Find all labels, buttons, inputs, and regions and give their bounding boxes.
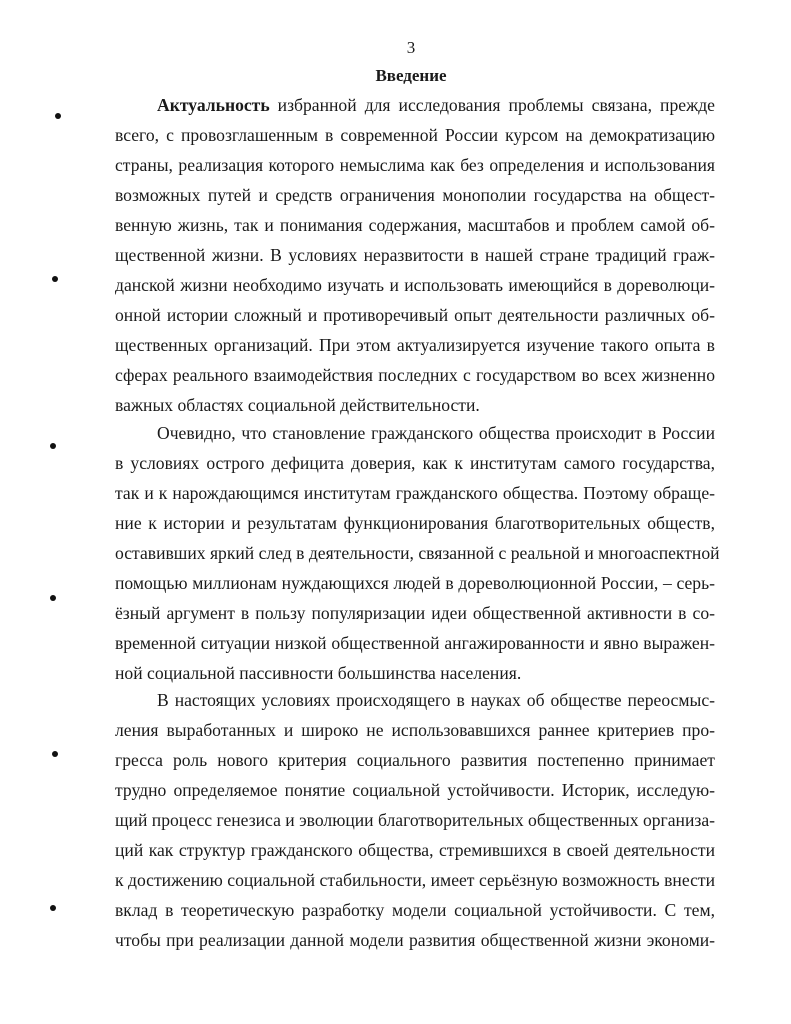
margin-dot-mark (50, 905, 56, 911)
paragraph-line: венную жизнь, так и понимания содержания, масштабов и проблем самой об- (115, 215, 715, 235)
paragraph-line: вклад в теоретическую разработку модели социальной устойчивости. С тем, (115, 900, 715, 920)
paragraph-line: в условиях острого дефицита доверия, как к институтам самого государства, (115, 453, 715, 473)
paragraph-line: данской жизни необходимо изучать и использовать имеющийся в дореволюци- (115, 275, 715, 295)
paragraph-line: временной ситуации низкой общественной ангажированности и явно выражен- (115, 633, 715, 653)
paragraph-line: щий процесс генезиса и эволюции благотворительных общественных организа- (115, 810, 716, 830)
paragraph-line: сферах реального взаимодействия последних с государством во всех жизненно (115, 365, 715, 385)
paragraph-line (157, 90, 715, 120)
paragraph-line: ние к истории и результатам функционирования благотворительных обществ, (115, 513, 715, 533)
lead-term: Актуальность (157, 95, 270, 115)
paragraph-line: В настоящих условиях происходящего в науках об обществе переосмыс- (157, 690, 715, 710)
margin-dot-mark (50, 595, 56, 601)
paragraph-line: ления выработанных и широко не использовавшихся раннее критериев про- (115, 720, 715, 740)
paragraph-line: к достижению социальной стабильности, имеет серьёзную возможность внести (115, 870, 715, 890)
margin-dot-mark (52, 276, 58, 282)
paragraph-line: страны, реализация которого немыслима как без определения и использования (115, 155, 715, 175)
line-text: избранной для исследования проблемы связана, прежде (269, 95, 715, 115)
margin-dot-mark (52, 751, 58, 757)
paragraph-line: так и к нарождающимся институтам гражданского общества. Поэтому обраще- (115, 483, 715, 503)
paragraph-line: чтобы при реализации данной модели развития общественной жизни экономи- (115, 930, 715, 950)
paragraph-line: возможных путей и средств ограничения монополии государства на общест- (115, 185, 715, 205)
paragraph-line: ёзный аргумент в пользу популяризации идеи общественной активности в со- (115, 603, 715, 623)
margin-dot-mark (50, 443, 56, 449)
paragraph-line: ций как структур гражданского общества, стремившихся в своей деятельности (115, 840, 715, 860)
paragraph-line: онной истории сложный и противоречивый опыт деятельности различных об- (115, 305, 715, 325)
paragraph-line: гресса роль нового критерия социального развития постепенно принимает (115, 750, 715, 770)
paragraph-line: помощью миллионам нуждающихся людей в дореволюционной России, – серь- (115, 573, 715, 593)
paragraph-line: щественных организаций. При этом актуализируется изучение такого опыта в (115, 335, 715, 355)
page-heading: Введение (375, 66, 447, 85)
margin-dot-mark (55, 113, 61, 119)
paragraph-line: щественной жизни. В условиях неразвитости в нашей стране традиций граж- (115, 245, 715, 265)
paragraph-line: оставивших яркий след в деятельности, связанной с реальной и многоаспектной (115, 543, 720, 563)
paragraph-line: всего, с провозглашенным в современной России курсом на демократизацию (115, 125, 715, 145)
paragraph-line: важных областях социальной действительности. (115, 395, 480, 415)
paragraph-line: Очевидно, что становление гражданского общества происходит в России (157, 423, 715, 443)
paragraph-line: трудно определяемое понятие социальной устойчивости. Историк, исследую- (115, 780, 715, 800)
page-number: 3 (406, 38, 416, 57)
paragraph-line: ной социальной пассивности большинства населения. (115, 663, 522, 683)
